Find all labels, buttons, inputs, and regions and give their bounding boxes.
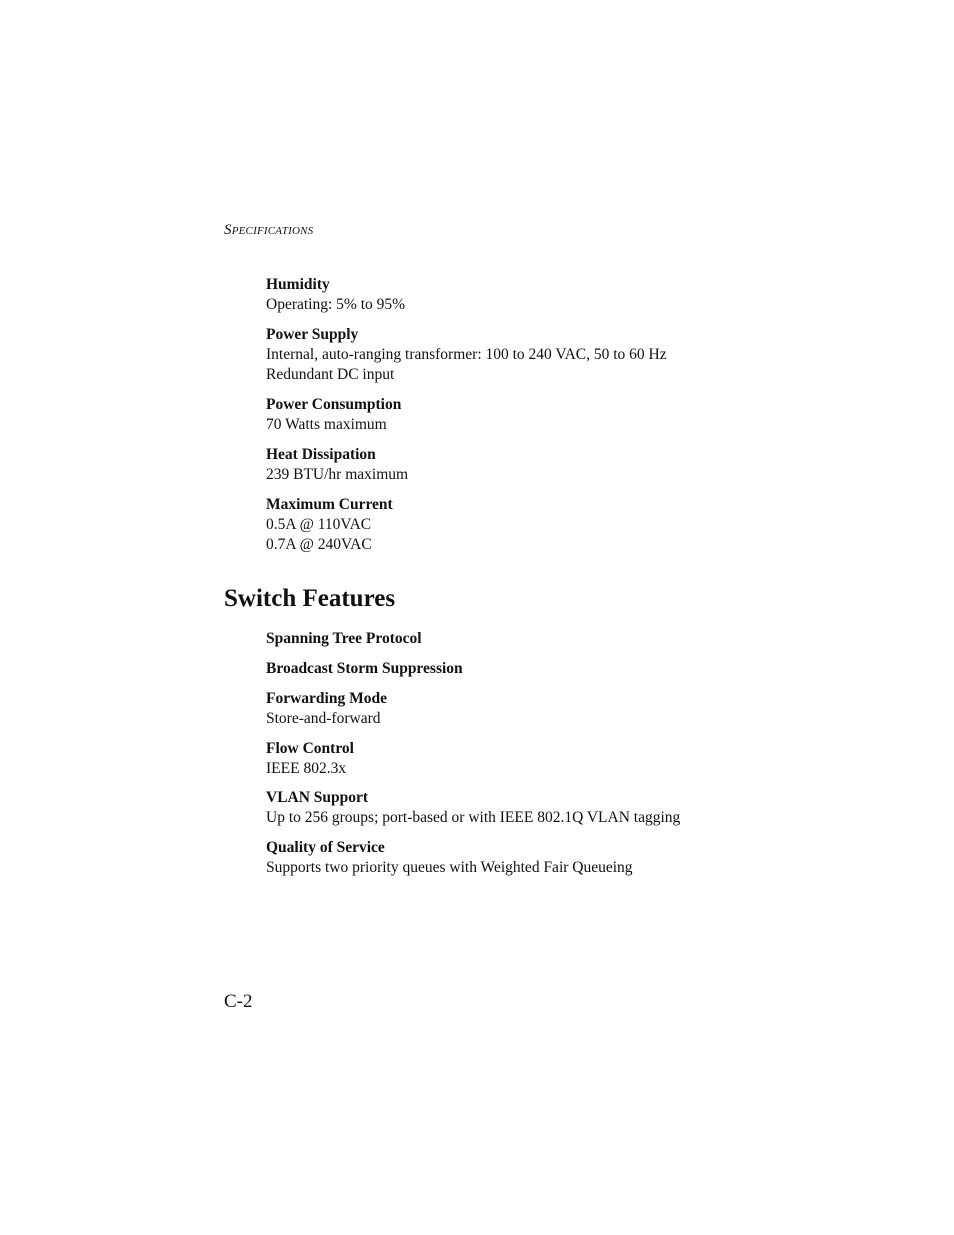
feature-value: Store-and-forward [266,710,381,727]
spec-title: Power Supply [266,326,359,343]
spec-title: Power Consumption [266,396,402,413]
spec-power-supply [266,325,667,385]
spec-value: Redundant DC input [266,366,395,383]
spec-title: Maximum Current [266,496,393,513]
feature-title: Broadcast Storm Suppression [266,660,463,677]
feature-title: Forwarding Mode [266,690,387,707]
spec-title: Humidity [266,276,330,293]
running-head [224,222,313,239]
feature-spanning-tree [266,629,422,649]
feature-title: Flow Control [266,740,354,757]
feature-vlan-support [266,788,680,828]
feature-title: Quality of Service [266,839,385,856]
running-head-initial: S [224,222,232,238]
feature-title: Spanning Tree Protocol [266,630,422,647]
feature-quality-of-service [266,838,633,878]
spec-value: Internal, auto-ranging transformer: 100 to 240 VAC, 50 to 60 Hz [266,346,667,363]
spec-heat-dissipation [266,445,408,485]
feature-forwarding-mode [266,689,387,729]
feature-title: VLAN Support [266,789,369,806]
feature-value: Up to 256 groups; port-based or with IEEE 802.1Q VLAN tagging [266,809,681,826]
spec-value: Operating: 5% to 95% [266,296,406,313]
feature-broadcast-storm [266,659,463,679]
feature-value: Supports two priority queues with Weighted Fair Queueing [266,859,633,876]
spec-value: 70 Watts maximum [266,416,387,433]
spec-value: 0.5A @ 110VAC [266,516,372,533]
spec-power-consumption [266,395,401,435]
feature-flow-control [266,739,354,779]
spec-maximum-current [266,495,393,555]
spec-humidity [266,275,405,315]
spec-value: 0.7A @ 240VAC [266,536,372,553]
spec-value: 239 BTU/hr maximum [266,466,409,483]
section-heading: Switch Features [224,585,396,612]
spec-title: Heat Dissipation [266,446,376,463]
running-head-rest: PECIFICATIONS [231,225,314,237]
feature-value: IEEE 802.3x [266,760,347,777]
page-number: C-2 [224,991,253,1012]
